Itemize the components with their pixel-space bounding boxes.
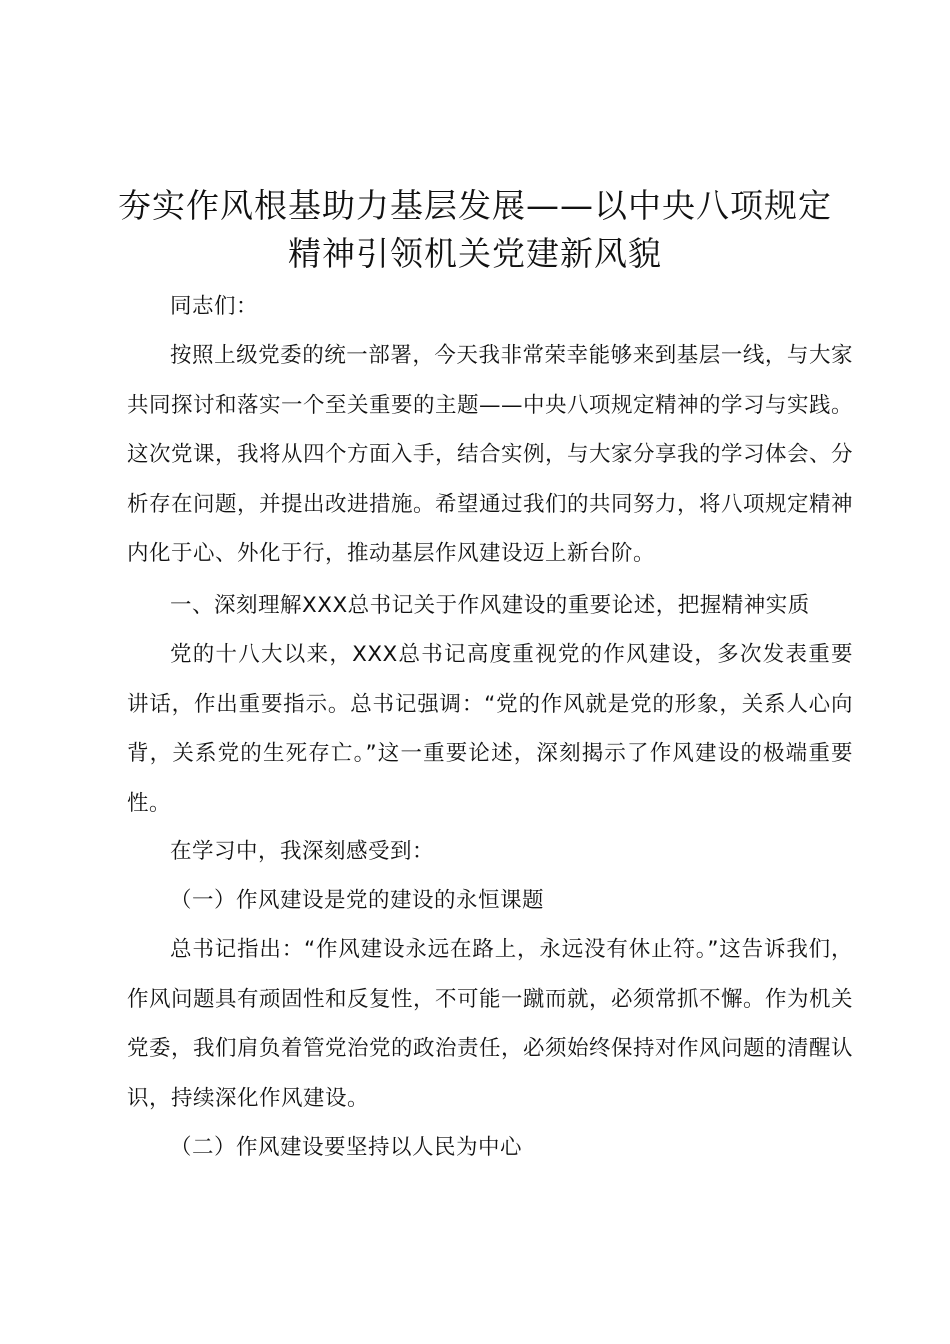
subsection-heading-2: （二）作风建设要坚持以人民为中心 [170, 1135, 523, 1160]
section-1-lead-in: 在学习中，我深刻感受到： [170, 839, 435, 864]
intro-paragraph: 按照上级党委的统一部署，今天我非常荣幸能够来到基层一线，与大家共同探讨和落实一个至关重要的主题——中央八项规定精神的学习与实践。这次党课，我将从四个方面入手，结合实例，与大家分享我的学习体会、分析存在问题，并提出改进措施。希望通过我们的共同努力，将八项规定精神内化于心、外化于行，推动基层作风建设迈上新台阶。 [127, 343, 854, 566]
section-1-paragraph: 党的十八大以来，XXX总书记高度重视党的作风建设，多次发表重要讲话，作出重要指示。总书记强调：“党的作风就是党的形象，关系人心向背，关系党的生死存亡。”这一重要论述，深刻揭示了作风建设的极端重要性。 [127, 642, 853, 816]
section-heading-1: 一、深刻理解XXX总书记关于作风建设的重要论述，把握精神实质 [170, 593, 810, 618]
salutation: 同志们： [170, 294, 259, 319]
subsection-heading-1: （一）作风建设是党的建设的永恒课题 [170, 888, 545, 913]
document-title: 夯实作风根基助力基层发展——以中央八项规定精神引领机关党建新风貌 [118, 186, 832, 273]
subsection-1-paragraph: 总书记指出：“作风建设永远在路上，永远没有休止符。”这告诉我们，作风问题具有顽固性和反复性，不可能一蹴而就，必须常抓不懈。作为机关党委，我们肩负着管党治党的政治责任，必须始终保持对作风问题的清醒认识，持续深化作风建设。 [127, 937, 854, 1111]
